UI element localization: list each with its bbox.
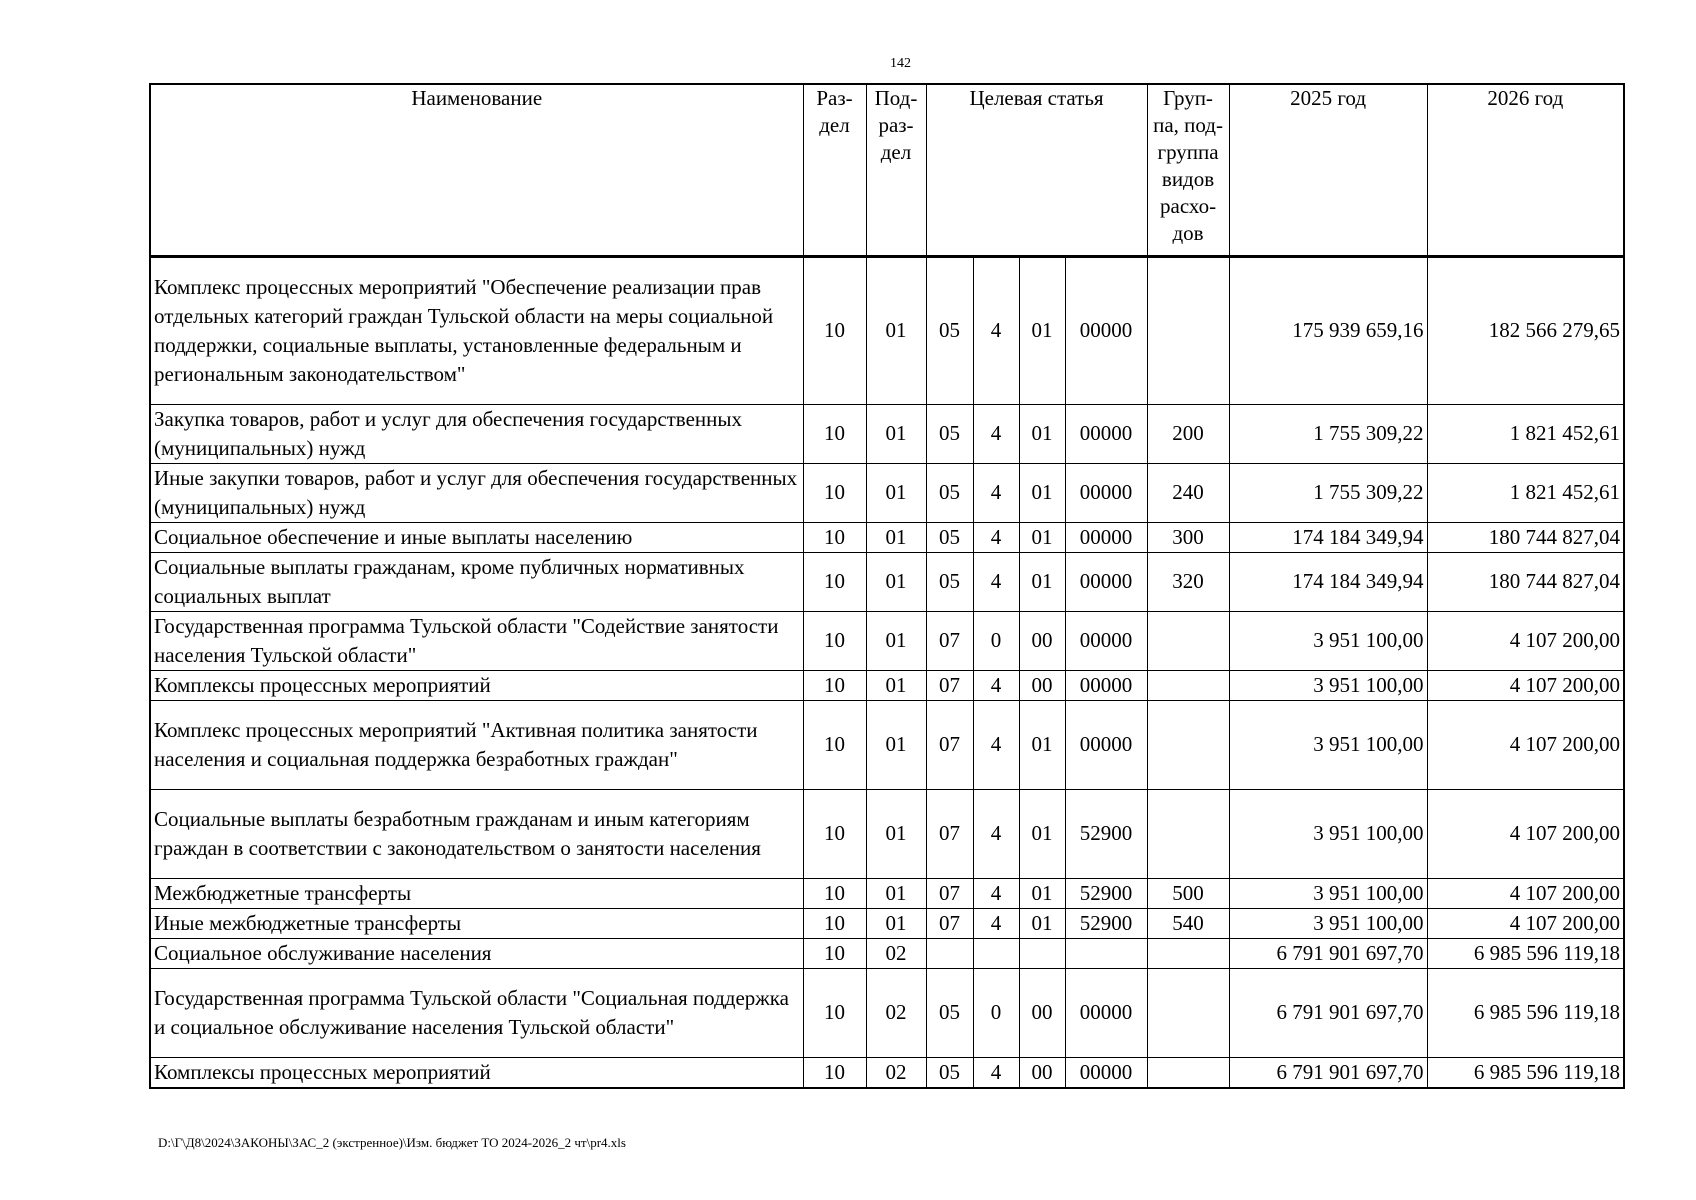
row-razdel: 10	[803, 463, 866, 522]
row-t3: 01	[1019, 700, 1065, 789]
row-amount-2025: 3 951 100,00	[1229, 789, 1427, 878]
row-t3: 01	[1019, 256, 1065, 404]
table-row	[150, 938, 1624, 968]
row-podrazdel: 01	[866, 522, 926, 552]
row-razdel: 10	[803, 968, 866, 1057]
row-t4	[1065, 938, 1147, 968]
row-razdel: 10	[803, 404, 866, 463]
row-t2: 4	[973, 670, 1019, 700]
row-t1: 07	[926, 908, 973, 938]
row-name: Комплекс процессных мероприятий "Активная политика занятости населения и социальная поддержка безработных граждан"	[150, 700, 803, 789]
row-t1: 07	[926, 789, 973, 878]
row-t2: 4	[973, 256, 1019, 404]
header-year-2025: 2025 год	[1229, 84, 1427, 256]
row-podrazdel: 02	[866, 968, 926, 1057]
row-razdel: 10	[803, 878, 866, 908]
row-t2	[973, 938, 1019, 968]
row-t1: 07	[926, 670, 973, 700]
row-t4: 00000	[1065, 522, 1147, 552]
row-podrazdel: 01	[866, 908, 926, 938]
table-body	[150, 256, 1624, 1088]
row-podrazdel: 01	[866, 552, 926, 611]
row-t4: 00000	[1065, 611, 1147, 670]
row-group	[1147, 789, 1229, 878]
row-group	[1147, 700, 1229, 789]
row-t1	[926, 938, 973, 968]
row-group	[1147, 256, 1229, 404]
table-row	[150, 968, 1624, 1057]
row-name: Комплексы процессных мероприятий	[150, 670, 803, 700]
row-amount-2025: 3 951 100,00	[1229, 878, 1427, 908]
table-row	[150, 256, 1624, 404]
row-amount-2026: 6 985 596 119,18	[1427, 1057, 1624, 1088]
row-t1: 05	[926, 404, 973, 463]
row-amount-2026: 1 821 452,61	[1427, 404, 1624, 463]
row-group: 200	[1147, 404, 1229, 463]
row-amount-2026: 6 985 596 119,18	[1427, 968, 1624, 1057]
table-row	[150, 552, 1624, 611]
row-t4: 00000	[1065, 552, 1147, 611]
row-razdel: 10	[803, 938, 866, 968]
row-amount-2025: 3 951 100,00	[1229, 908, 1427, 938]
row-razdel: 10	[803, 789, 866, 878]
row-t3: 01	[1019, 789, 1065, 878]
row-t3: 01	[1019, 404, 1065, 463]
row-t2: 4	[973, 404, 1019, 463]
row-amount-2026: 1 821 452,61	[1427, 463, 1624, 522]
row-podrazdel: 02	[866, 1057, 926, 1088]
row-razdel: 10	[803, 522, 866, 552]
row-group	[1147, 670, 1229, 700]
row-amount-2026: 6 985 596 119,18	[1427, 938, 1624, 968]
row-t1: 05	[926, 522, 973, 552]
row-razdel: 10	[803, 552, 866, 611]
row-group: 540	[1147, 908, 1229, 938]
row-podrazdel: 01	[866, 670, 926, 700]
row-razdel: 10	[803, 700, 866, 789]
row-amount-2026: 4 107 200,00	[1427, 670, 1624, 700]
row-t3: 01	[1019, 463, 1065, 522]
row-razdel: 10	[803, 670, 866, 700]
row-group: 500	[1147, 878, 1229, 908]
row-razdel: 10	[803, 1057, 866, 1088]
row-podrazdel: 01	[866, 404, 926, 463]
budget-table	[149, 83, 1625, 1089]
row-podrazdel: 01	[866, 463, 926, 522]
row-t2: 4	[973, 878, 1019, 908]
row-amount-2025: 6 791 901 697,70	[1229, 1057, 1427, 1088]
row-t4: 52900	[1065, 908, 1147, 938]
row-razdel: 10	[803, 256, 866, 404]
row-t4: 00000	[1065, 968, 1147, 1057]
page-number: 142	[890, 56, 911, 71]
row-t1: 07	[926, 878, 973, 908]
row-razdel: 10	[803, 908, 866, 938]
row-podrazdel: 01	[866, 256, 926, 404]
file-path: D:\Г\Д8\2024\ЗАКОНЫ\ЗАС_2 (экстренное)\Изм. бюджет ТО 2024-2026_2 чт\pr4.xls	[158, 1135, 626, 1150]
row-amount-2025: 6 791 901 697,70	[1229, 938, 1427, 968]
row-t1: 05	[926, 552, 973, 611]
row-amount-2026: 180 744 827,04	[1427, 552, 1624, 611]
row-t3: 01	[1019, 908, 1065, 938]
row-group	[1147, 938, 1229, 968]
row-t3	[1019, 938, 1065, 968]
row-name: Социальное обеспечение и иные выплаты населению	[150, 522, 803, 552]
row-t3: 01	[1019, 522, 1065, 552]
header-expense-group: Груп- па, под- группа видов расхо- дов	[1147, 84, 1229, 256]
row-name: Социальные выплаты безработным гражданам и иным категориям граждан в соответствии с законодательством о занятости населения	[150, 789, 803, 878]
table-header	[150, 84, 1624, 256]
row-podrazdel: 01	[866, 700, 926, 789]
row-amount-2026: 4 107 200,00	[1427, 878, 1624, 908]
row-t1: 05	[926, 463, 973, 522]
row-group	[1147, 1057, 1229, 1088]
row-podrazdel: 01	[866, 789, 926, 878]
row-t4: 52900	[1065, 878, 1147, 908]
row-podrazdel: 01	[866, 611, 926, 670]
row-t1: 07	[926, 611, 973, 670]
row-amount-2026: 4 107 200,00	[1427, 908, 1624, 938]
header-target-article: Целевая статья	[926, 84, 1147, 256]
header-podrazdel: Под- раз- дел	[866, 84, 926, 256]
row-t4: 00000	[1065, 463, 1147, 522]
row-t3: 01	[1019, 552, 1065, 611]
row-name: Иные закупки товаров, работ и услуг для обеспечения государственных (муниципальных) нужд	[150, 463, 803, 522]
row-amount-2025: 174 184 349,94	[1229, 522, 1427, 552]
row-amount-2026: 182 566 279,65	[1427, 256, 1624, 404]
row-name: Комплексы процессных мероприятий	[150, 1057, 803, 1088]
table-row	[150, 1057, 1624, 1088]
header-razdel: Раз- дел	[803, 84, 866, 256]
row-amount-2025: 175 939 659,16	[1229, 256, 1427, 404]
row-t2: 4	[973, 908, 1019, 938]
row-podrazdel: 02	[866, 938, 926, 968]
row-amount-2025: 3 951 100,00	[1229, 700, 1427, 789]
row-t3: 00	[1019, 670, 1065, 700]
row-t1: 05	[926, 968, 973, 1057]
row-amount-2026: 180 744 827,04	[1427, 522, 1624, 552]
row-name: Социальное обслуживание населения	[150, 938, 803, 968]
row-t4: 00000	[1065, 1057, 1147, 1088]
table-row	[150, 611, 1624, 670]
row-t2: 4	[973, 463, 1019, 522]
row-group	[1147, 611, 1229, 670]
row-t1: 07	[926, 700, 973, 789]
row-t3: 00	[1019, 1057, 1065, 1088]
row-amount-2025: 3 951 100,00	[1229, 611, 1427, 670]
row-t2: 4	[973, 1057, 1019, 1088]
row-amount-2025: 1 755 309,22	[1229, 404, 1427, 463]
row-amount-2025: 174 184 349,94	[1229, 552, 1427, 611]
header-year-2026: 2026 год	[1427, 84, 1624, 256]
row-amount-2026: 4 107 200,00	[1427, 700, 1624, 789]
row-amount-2026: 4 107 200,00	[1427, 611, 1624, 670]
table-row	[150, 908, 1624, 938]
row-name: Государственная программа Тульской области "Социальная поддержка и социальное обслуживание населения Тульской области"	[150, 968, 803, 1057]
table-row	[150, 522, 1624, 552]
row-t2: 4	[973, 700, 1019, 789]
row-t3: 00	[1019, 968, 1065, 1057]
row-t2: 4	[973, 552, 1019, 611]
table-row	[150, 878, 1624, 908]
row-t3: 00	[1019, 611, 1065, 670]
row-podrazdel: 01	[866, 878, 926, 908]
row-t2: 4	[973, 789, 1019, 878]
table-row	[150, 789, 1624, 878]
row-group: 320	[1147, 552, 1229, 611]
table-row	[150, 463, 1624, 522]
table-row	[150, 404, 1624, 463]
row-amount-2025: 1 755 309,22	[1229, 463, 1427, 522]
row-group: 300	[1147, 522, 1229, 552]
row-t3: 01	[1019, 878, 1065, 908]
table-row	[150, 700, 1624, 789]
row-name: Межбюджетные трансферты	[150, 878, 803, 908]
row-t4: 00000	[1065, 670, 1147, 700]
row-t1: 05	[926, 256, 973, 404]
row-t4: 52900	[1065, 789, 1147, 878]
row-amount-2025: 6 791 901 697,70	[1229, 968, 1427, 1057]
row-amount-2026: 4 107 200,00	[1427, 789, 1624, 878]
row-name: Закупка товаров, работ и услуг для обеспечения государственных (муниципальных) нужд	[150, 404, 803, 463]
row-t2: 4	[973, 522, 1019, 552]
row-group: 240	[1147, 463, 1229, 522]
row-group	[1147, 968, 1229, 1057]
row-t1: 05	[926, 1057, 973, 1088]
row-name: Социальные выплаты гражданам, кроме публичных нормативных социальных выплат	[150, 552, 803, 611]
row-name: Комплекс процессных мероприятий "Обеспечение реализации прав отдельных категорий граждан Тульской области на меры социальной поддержки, социальные выплаты, установленные федеральным и региональным законодательством"	[150, 256, 803, 404]
row-name: Государственная программа Тульской области "Содействие занятости населения Тульской области"	[150, 611, 803, 670]
row-razdel: 10	[803, 611, 866, 670]
row-t2: 0	[973, 611, 1019, 670]
table-row	[150, 670, 1624, 700]
row-t4: 00000	[1065, 700, 1147, 789]
row-amount-2025: 3 951 100,00	[1229, 670, 1427, 700]
row-name: Иные межбюджетные трансферты	[150, 908, 803, 938]
row-t4: 00000	[1065, 256, 1147, 404]
header-name: Наименование	[150, 84, 803, 256]
row-t2: 0	[973, 968, 1019, 1057]
row-t4: 00000	[1065, 404, 1147, 463]
